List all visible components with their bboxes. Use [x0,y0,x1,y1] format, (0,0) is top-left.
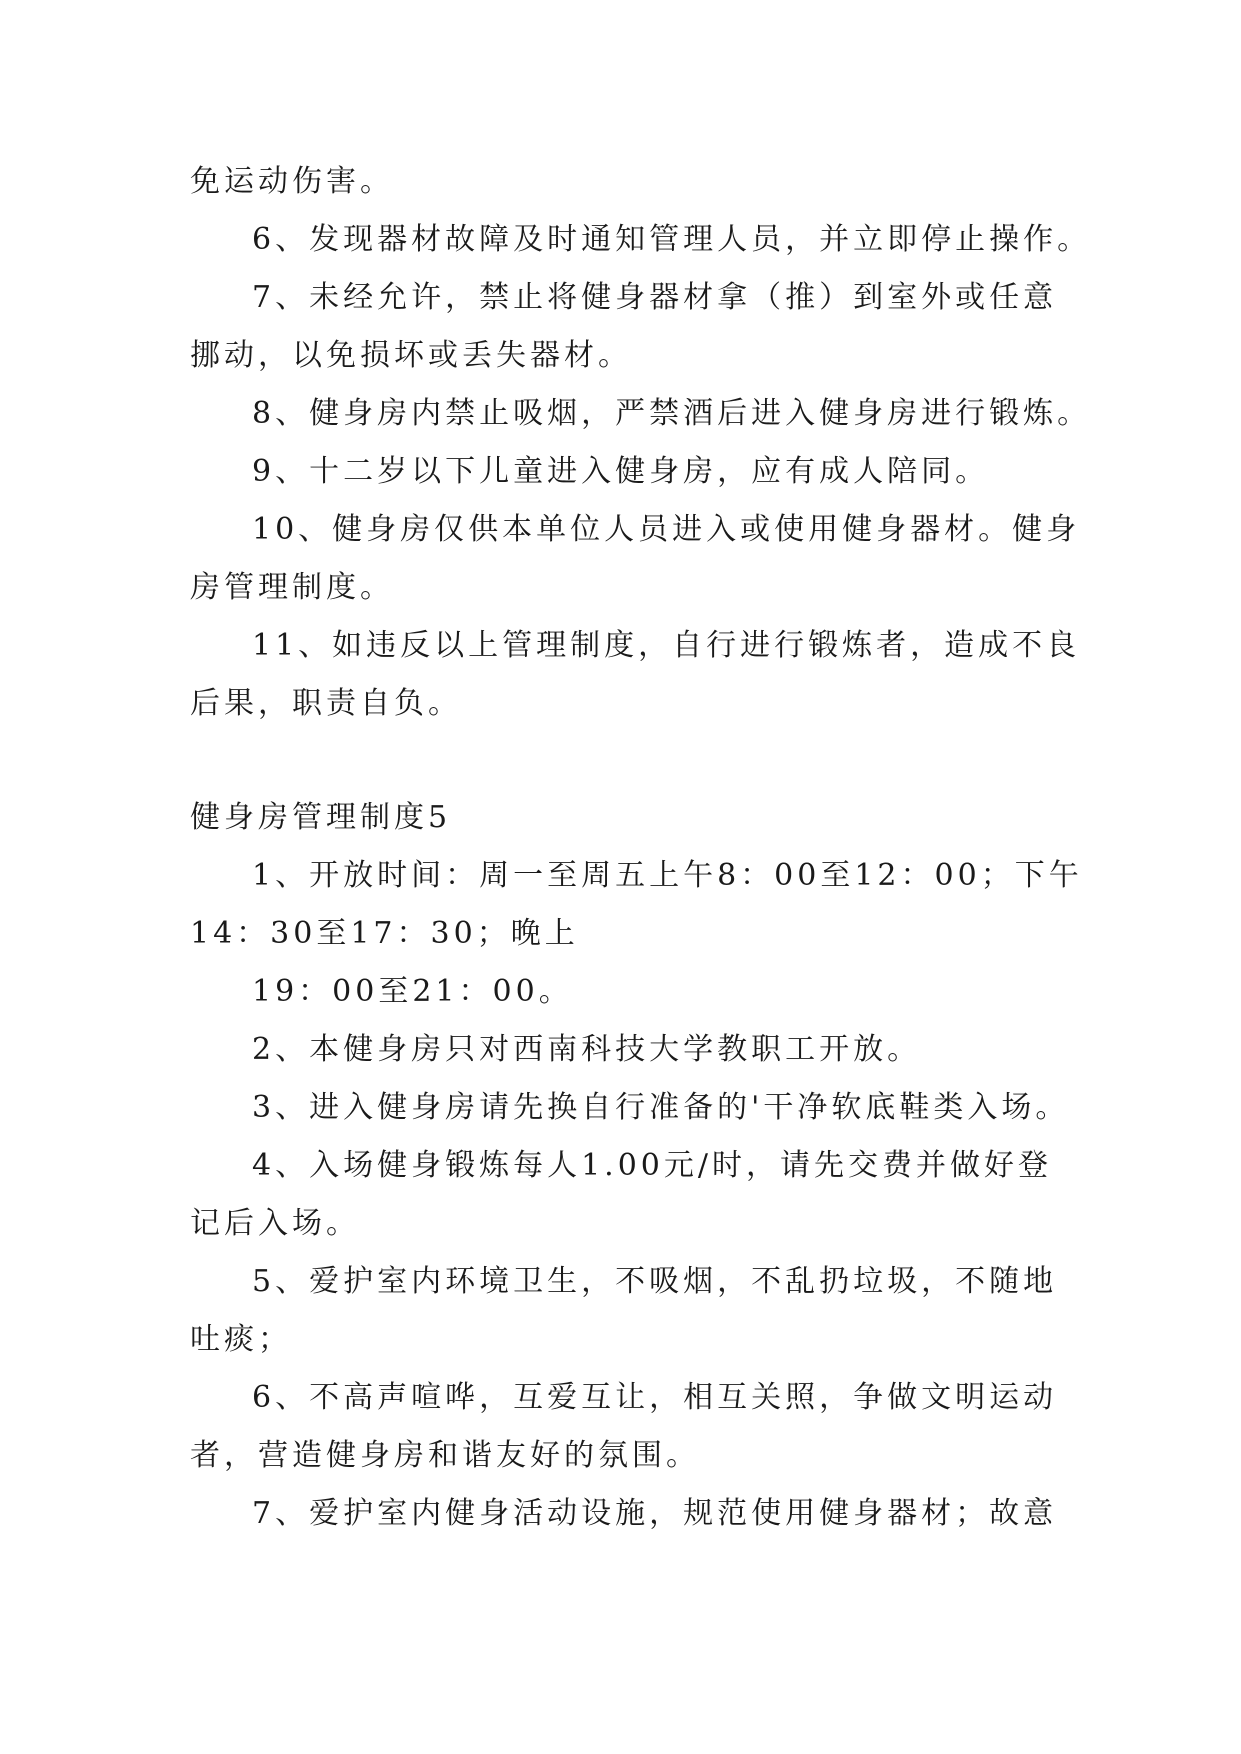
text-line: 1、开放时间：周一至周五上午8：00至12：00；下午 [252,858,1083,893]
text-line: 者，营造健身房和谐友好的氛围。 [190,1438,700,1473]
text-line: 6、发现器材故障及时通知管理人员，并立即停止操作。 [252,222,1092,257]
text-line: 14：30至17：30；晚上 [190,916,579,951]
text-line: 11、如违反以上管理制度，自行进行锻炼者，造成不良 [252,628,1081,663]
text-line: 房管理制度。 [190,570,394,605]
text-line: 吐痰； [190,1322,292,1357]
text-line: 2、本健身房只对西南科技大学教职工开放。 [252,1032,922,1067]
text-line: 10、健身房仅供本单位人员进入或使用健身器材。健身 [252,512,1081,547]
text-line: 3、进入健身房请先换自行准备的'干净软底鞋类入场。 [252,1090,1070,1125]
text-line: 7、爱护室内健身活动设施，规范使用健身器材；故意 [252,1496,1058,1531]
section-heading: 健身房管理制度5 [190,800,452,835]
text-line: 记后入场。 [190,1206,360,1241]
text-line: 4、入场健身锻炼每人1.00元/时，请先交费并做好登 [252,1148,1052,1183]
text-line: 7、未经允许，禁止将健身器材拿（推）到室外或任意 [252,280,1058,315]
text-line: 5、爱护室内环境卫生，不吸烟，不乱扔垃圾，不随地 [252,1264,1058,1299]
text-line: 6、不高声喧哗，互爱互让，相互关照，争做文明运动 [252,1380,1058,1415]
text-line: 后果，职责自负。 [190,686,462,721]
text-line: 挪动，以免损坏或丢失器材。 [190,338,632,373]
text-line: 9、十二岁以下儿童进入健身房，应有成人陪同。 [252,454,990,489]
text-line: 19：00至21：00。 [252,974,573,1009]
text-line: 免运动伤害。 [190,164,394,199]
text-line: 8、健身房内禁止吸烟，严禁酒后进入健身房进行锻炼。 [252,396,1092,431]
